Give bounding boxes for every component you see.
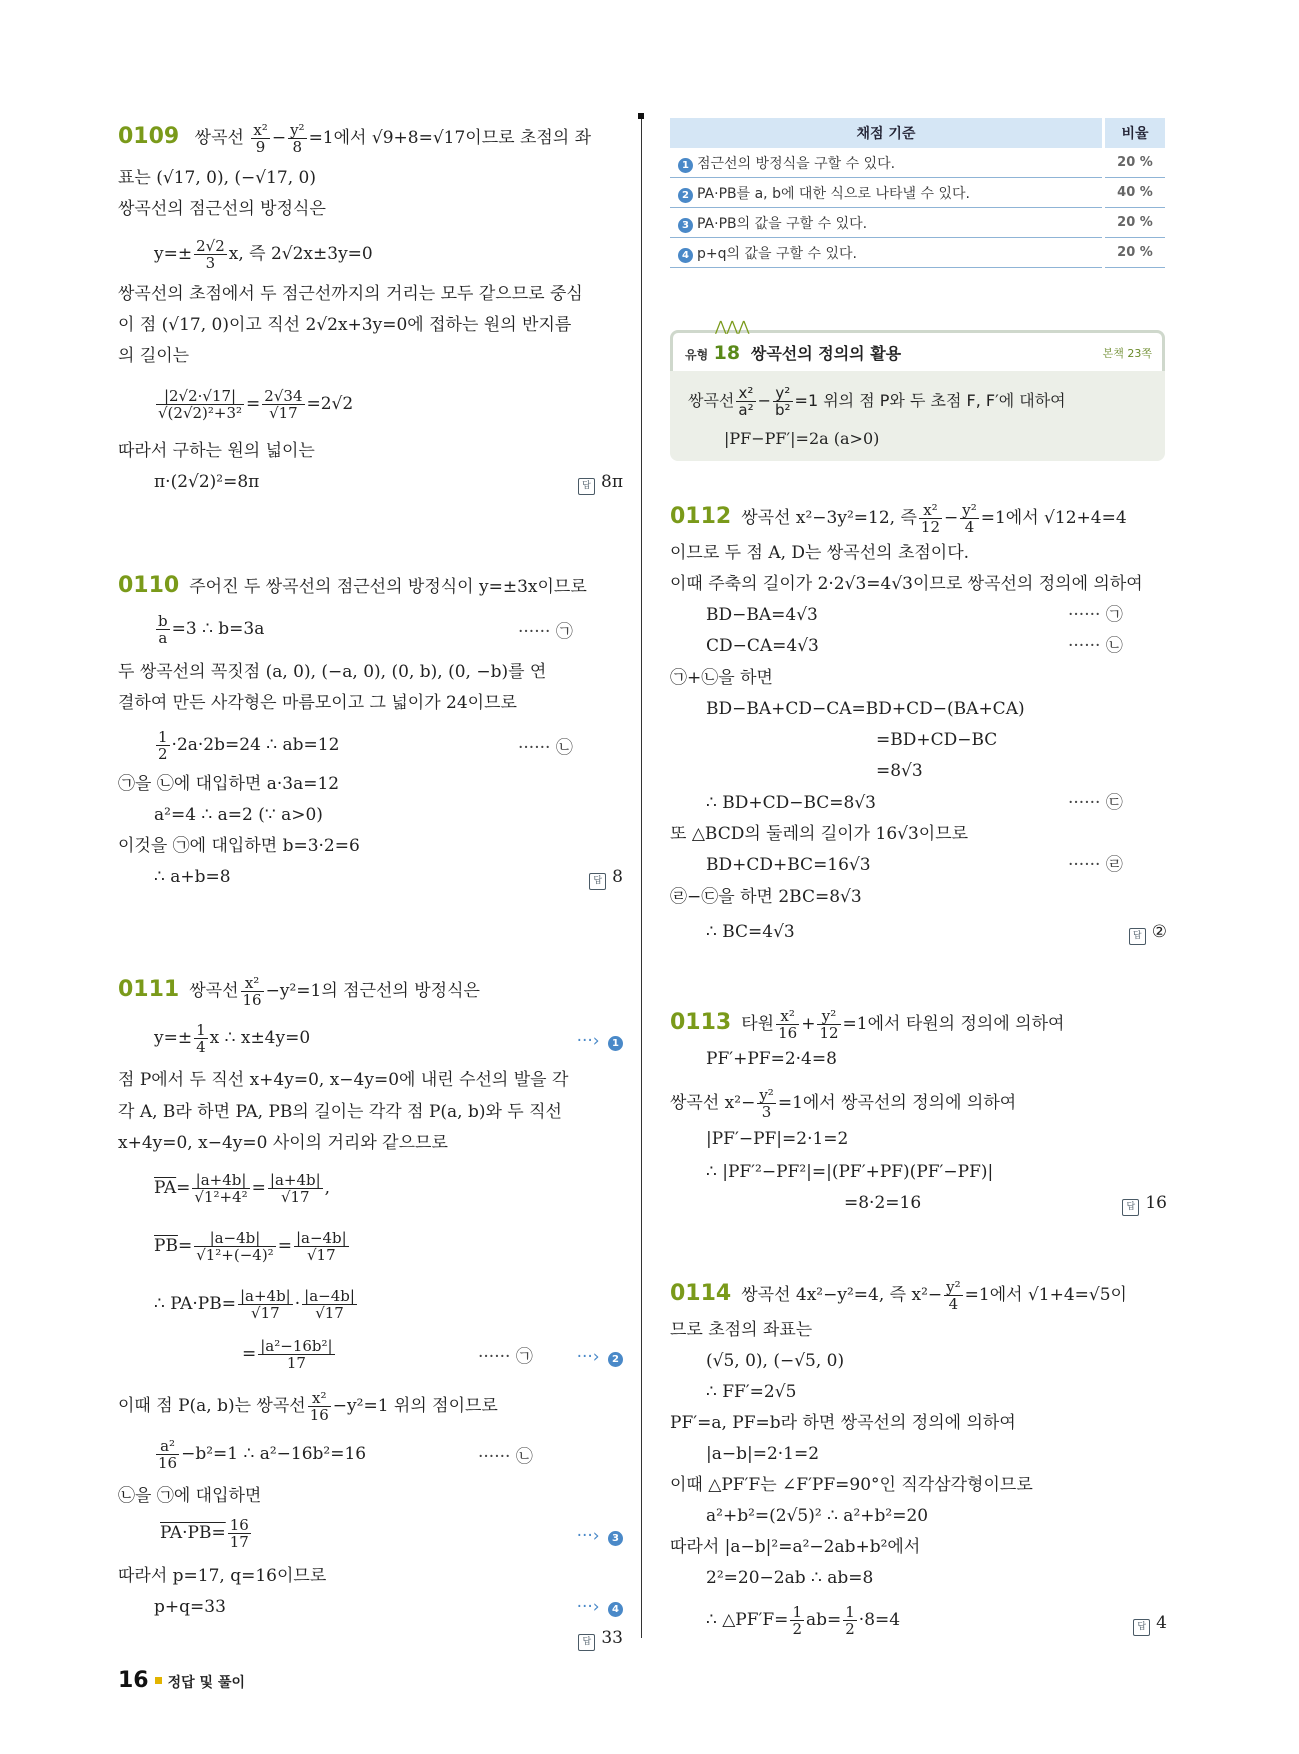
step-marker: ···› 4 <box>577 1595 623 1619</box>
page-number: 16 <box>118 1668 149 1693</box>
criteria-number: 1 <box>678 158 693 173</box>
criteria-number: 4 <box>678 248 693 263</box>
equation: ∴ BC=4√3 <box>706 922 795 942</box>
equation: ∴ FF′=2√5 <box>706 1382 797 1402</box>
type-number: 18 <box>713 342 741 364</box>
text-line: 따라서 |a−b|²=a²−2ab+b²에서 <box>670 1537 921 1557</box>
equation: =8·2=16 <box>844 1193 922 1213</box>
text-line: 므로 초점의 좌표는 <box>670 1320 813 1340</box>
criteria-ratio: 20 % <box>1104 148 1166 178</box>
equation: π·(2√2)²=8π <box>154 472 260 492</box>
text-line: 이므로 두 점 A, D는 쌍곡선의 초점이다. <box>670 543 970 563</box>
equation: BD−BA=4√3 <box>706 605 818 625</box>
equation: PF′+PF=2·4=8 <box>706 1049 837 1069</box>
problem-number: 0112 <box>670 504 732 529</box>
text: =1에서 √9+8=√17이므로 초점의 좌 <box>308 128 592 148</box>
equation-marker: ······ ㉡ <box>518 738 573 758</box>
text-line: ㉠을 ㉡에 대입하면 a·3a=12 <box>118 774 340 794</box>
equation: ∴ |PF′²−PF²|=|(PF′+PF)(PF′−PF)| <box>706 1162 994 1182</box>
text-line: 결하여 만든 사각형은 마름모이고 그 넓이가 24이므로 <box>118 693 517 713</box>
table-row <box>670 208 1165 238</box>
table-header-row <box>670 118 1165 148</box>
type-equation: |PF−PF′|=2a (a>0) <box>724 429 880 448</box>
type-box-header <box>670 319 1165 371</box>
text-line: 이때 주축의 길이가 2·2√3=4√3이므로 쌍곡선의 정의에 의하여 <box>670 574 1143 594</box>
answer: 답 16 <box>1122 1191 1167 1216</box>
text: 쌍곡선 <box>194 128 244 148</box>
text-line: 또 △BCD의 둘레의 길이가 16√3이므로 <box>670 824 969 844</box>
equation: BD−BA+CD−CA=BD+CD−(BA+CA) <box>706 699 1025 719</box>
problem-number: 0113 <box>670 1010 732 1035</box>
equation-marker: ······ ㉢ <box>1068 793 1123 813</box>
equation: =BD+CD−BC <box>876 730 998 750</box>
equation: ∴ BD+CD−BC=8√3 <box>706 793 876 813</box>
equation: $\overline{PA}=$ $\frac{|a+4b|}{\text{√1²+4²}}$ = $\frac{|a+4b|}{√17}$ , <box>154 1171 331 1206</box>
equation: |PF′−PF|=2·1=2 <box>706 1129 849 1149</box>
criteria-text: PA·PB를 a, b에 대한 식으로 나타낼 수 있다. <box>697 185 970 202</box>
equation: =8√3 <box>876 761 923 781</box>
text-line: PF′=a, PF=b라 하면 쌍곡선의 정의에 의하여 <box>670 1413 1016 1433</box>
equation-marker: ······ ㉠ <box>1068 605 1123 625</box>
text-line: 이때 △PF′F는 ∠F′PF=90°인 직각삼각형이므로 <box>670 1475 1033 1495</box>
equation: ∴ △PF′F= $\frac{1}{2}$ ab= $\frac{1}{2}$ ·8=4 <box>706 1603 901 1638</box>
header-criteria: 채점 기준 <box>670 118 1104 148</box>
step-marker: ···› 2 <box>577 1345 623 1369</box>
type-label: 유형 <box>685 348 709 362</box>
equation-marker: ······ ㉡ <box>478 1447 533 1467</box>
text-line: 각 A, B라 하면 PA, PB의 길이는 각각 점 P(a, b)와 두 직선 <box>118 1102 562 1122</box>
text-line: 따라서 p=17, q=16이므로 <box>118 1566 327 1586</box>
answer: 답 8π <box>578 470 623 495</box>
equation: a²=4 ∴ a=2 (∵ a>0) <box>154 805 323 825</box>
type-ref: 본책 23쪽 <box>1102 347 1152 360</box>
answer: 답 4 <box>1133 1611 1167 1636</box>
answer-icon: 답 <box>589 873 606 890</box>
text-line: 쌍곡선 x²− $\frac{\text{y²}}{3}$ =1에서 쌍곡선의 정의에 의하여 <box>670 1086 1017 1121</box>
answer-icon: 답 <box>578 478 595 495</box>
equation: $\frac{|2√2\cdot√17|}{\text{√(2√2)²+3²}}$ = $\frac{2√34}{√17}$ =2√2 <box>158 387 354 422</box>
equation-marker: ······ ㉠ <box>518 622 573 642</box>
criteria-number: 2 <box>678 188 693 203</box>
text-line: 점 P에서 두 직선 x+4y=0, x−4y=0에 내린 수선의 발을 각 <box>118 1070 569 1090</box>
equation: = $\frac{\text{|a²−16b²|}}{17}$ <box>242 1337 333 1372</box>
criteria-number: 3 <box>678 218 693 233</box>
text-line: 이때 점 P(a, b)는 쌍곡선 $\frac{\text{x²}}{16}$ −y²=1 위의 점이므로 <box>118 1389 498 1424</box>
equation: ∴ PA·PB= $\frac{|a+4b|}{√17}$ · $\frac{|a-4b|}{√17}$ <box>154 1287 355 1322</box>
text-line: 따라서 구하는 원의 넓이는 <box>118 441 315 461</box>
equation: a²+b²=(2√5)² ∴ a²+b²=20 <box>706 1506 929 1526</box>
footer-bullet <box>155 1677 162 1684</box>
equation: (√5, 0), (−√5, 0) <box>706 1351 845 1371</box>
text-line: 두 쌍곡선의 꼭짓점 (a, 0), (−a, 0), (0, b), (0, −b)를 연 <box>118 662 547 682</box>
answer: 답 8 <box>589 865 623 890</box>
equation-marker: ······ ㉠ <box>478 1347 533 1367</box>
text: 주어진 두 쌍곡선의 점근선의 방정식이 y=±3x이므로 <box>189 577 587 597</box>
equation: $\frac{\text{a²}}{16}$ −b²=1 ∴ a²−16b²=16 <box>158 1437 367 1472</box>
equation: p+q=33 <box>154 1597 226 1617</box>
criteria-text: 점근선의 방정식을 구할 수 있다. <box>697 155 896 172</box>
scoring-table <box>670 118 1165 268</box>
criteria-text: PA·PB의 값을 구할 수 있다. <box>697 215 868 232</box>
problem-number: 0109 <box>118 124 180 149</box>
equation: y=± $\frac{2√2}{3}$ x, 즉 2√2x±3y=0 <box>154 237 373 272</box>
equation-marker: ······ ㉣ <box>1068 855 1123 875</box>
text-line: 표는 (√17, 0), (−√17, 0) <box>118 168 317 188</box>
equation: CD−CA=4√3 <box>706 636 819 656</box>
equation: $\frac{b}{a}$ =3 ∴ b=3a <box>158 612 265 647</box>
table-row <box>670 148 1165 178</box>
step-marker: ···› 1 <box>577 1029 623 1053</box>
problem-number: 0114 <box>670 1281 732 1306</box>
text-line: 의 길이는 <box>118 346 190 366</box>
column-divider <box>641 116 642 1638</box>
problem-number: 0110 <box>118 573 180 598</box>
equation: 2²=20−2ab ∴ ab=8 <box>706 1568 874 1588</box>
text-line: x+4y=0, x−4y=0 사이의 거리와 같으므로 <box>118 1133 448 1153</box>
divider-marker <box>638 113 644 119</box>
answer-icon: 답 <box>1122 1199 1139 1216</box>
problem-number: 0111 <box>118 977 180 1002</box>
type-title: 쌍곡선의 정의의 활용 <box>750 344 902 363</box>
table-row <box>670 238 1165 268</box>
wave-decoration: ⋀⋀⋀ <box>715 319 750 335</box>
answer-icon: 답 <box>1129 928 1146 945</box>
text-line: ㉠+㉡을 하면 <box>670 668 773 688</box>
type-box-body <box>670 371 1165 461</box>
criteria-text: p+q의 값을 구할 수 있다. <box>697 245 857 262</box>
equation-marker: ······ ㉡ <box>1068 636 1123 656</box>
criteria-ratio: 40 % <box>1104 178 1166 208</box>
criteria-ratio: 20 % <box>1104 208 1166 238</box>
criteria-ratio: 20 % <box>1104 238 1166 268</box>
equation: |a−b|=2·1=2 <box>706 1444 820 1464</box>
table-row <box>670 178 1165 208</box>
answer: 답 33 <box>578 1626 623 1651</box>
equation: BD+CD+BC=16√3 <box>706 855 871 875</box>
header-ratio: 비율 <box>1104 118 1166 148</box>
step-marker: ···› 3 <box>577 1524 623 1548</box>
equation: ∴ a+b=8 <box>154 867 231 887</box>
type-statement: 쌍곡선 $\frac{\text{x²}}{\text{a²}}$ − $\frac{\text{y²}}{\text{b²}}$ =1 위의 점 P와 두 초점 F, F′에 대하여 <box>688 384 1066 419</box>
text-line: 쌍곡선의 초점에서 두 점근선까지의 거리는 모두 같으므로 중심 <box>118 284 583 304</box>
equation: $\frac{1}{2}$ ·2a·2b=24 ∴ ab=12 <box>158 728 340 763</box>
type-box <box>670 319 1165 461</box>
page-footer <box>118 1668 245 1693</box>
text-line: 이것을 ㉠에 대입하면 b=3·2=6 <box>118 836 360 856</box>
text-line: ㉡을 ㉠에 대입하면 <box>118 1486 262 1506</box>
text-line: 이 점 (√17, 0)이고 직선 2√2x+3y=0에 접하는 원의 반지름 <box>118 315 572 335</box>
text-line: ㉣−㉢을 하면 2BC=8√3 <box>670 887 862 907</box>
footer-title: 정답 및 풀이 <box>167 1675 245 1691</box>
fraction: $\frac{\text{y²}}{8}$ <box>290 121 305 156</box>
equation: $\overline{PB}=$ $\frac{|a-4b|}{\text{√1²+(−4)²}}$ = $\frac{|a-4b|}{√17}$ <box>154 1229 347 1264</box>
fraction: $\frac{\text{x²}}{9}$ <box>253 121 268 156</box>
answer-icon: 답 <box>1133 1619 1150 1636</box>
equation: PA·PB= $\frac{16}{17}$ <box>160 1516 249 1551</box>
answer: 답 ② <box>1129 920 1167 945</box>
equation: y=± $\frac{1}{4}$ x ∴ x±4y=0 <box>154 1021 311 1056</box>
text-line: 쌍곡선의 점근선의 방정식은 <box>118 199 326 219</box>
answer-icon: 답 <box>578 1634 595 1651</box>
